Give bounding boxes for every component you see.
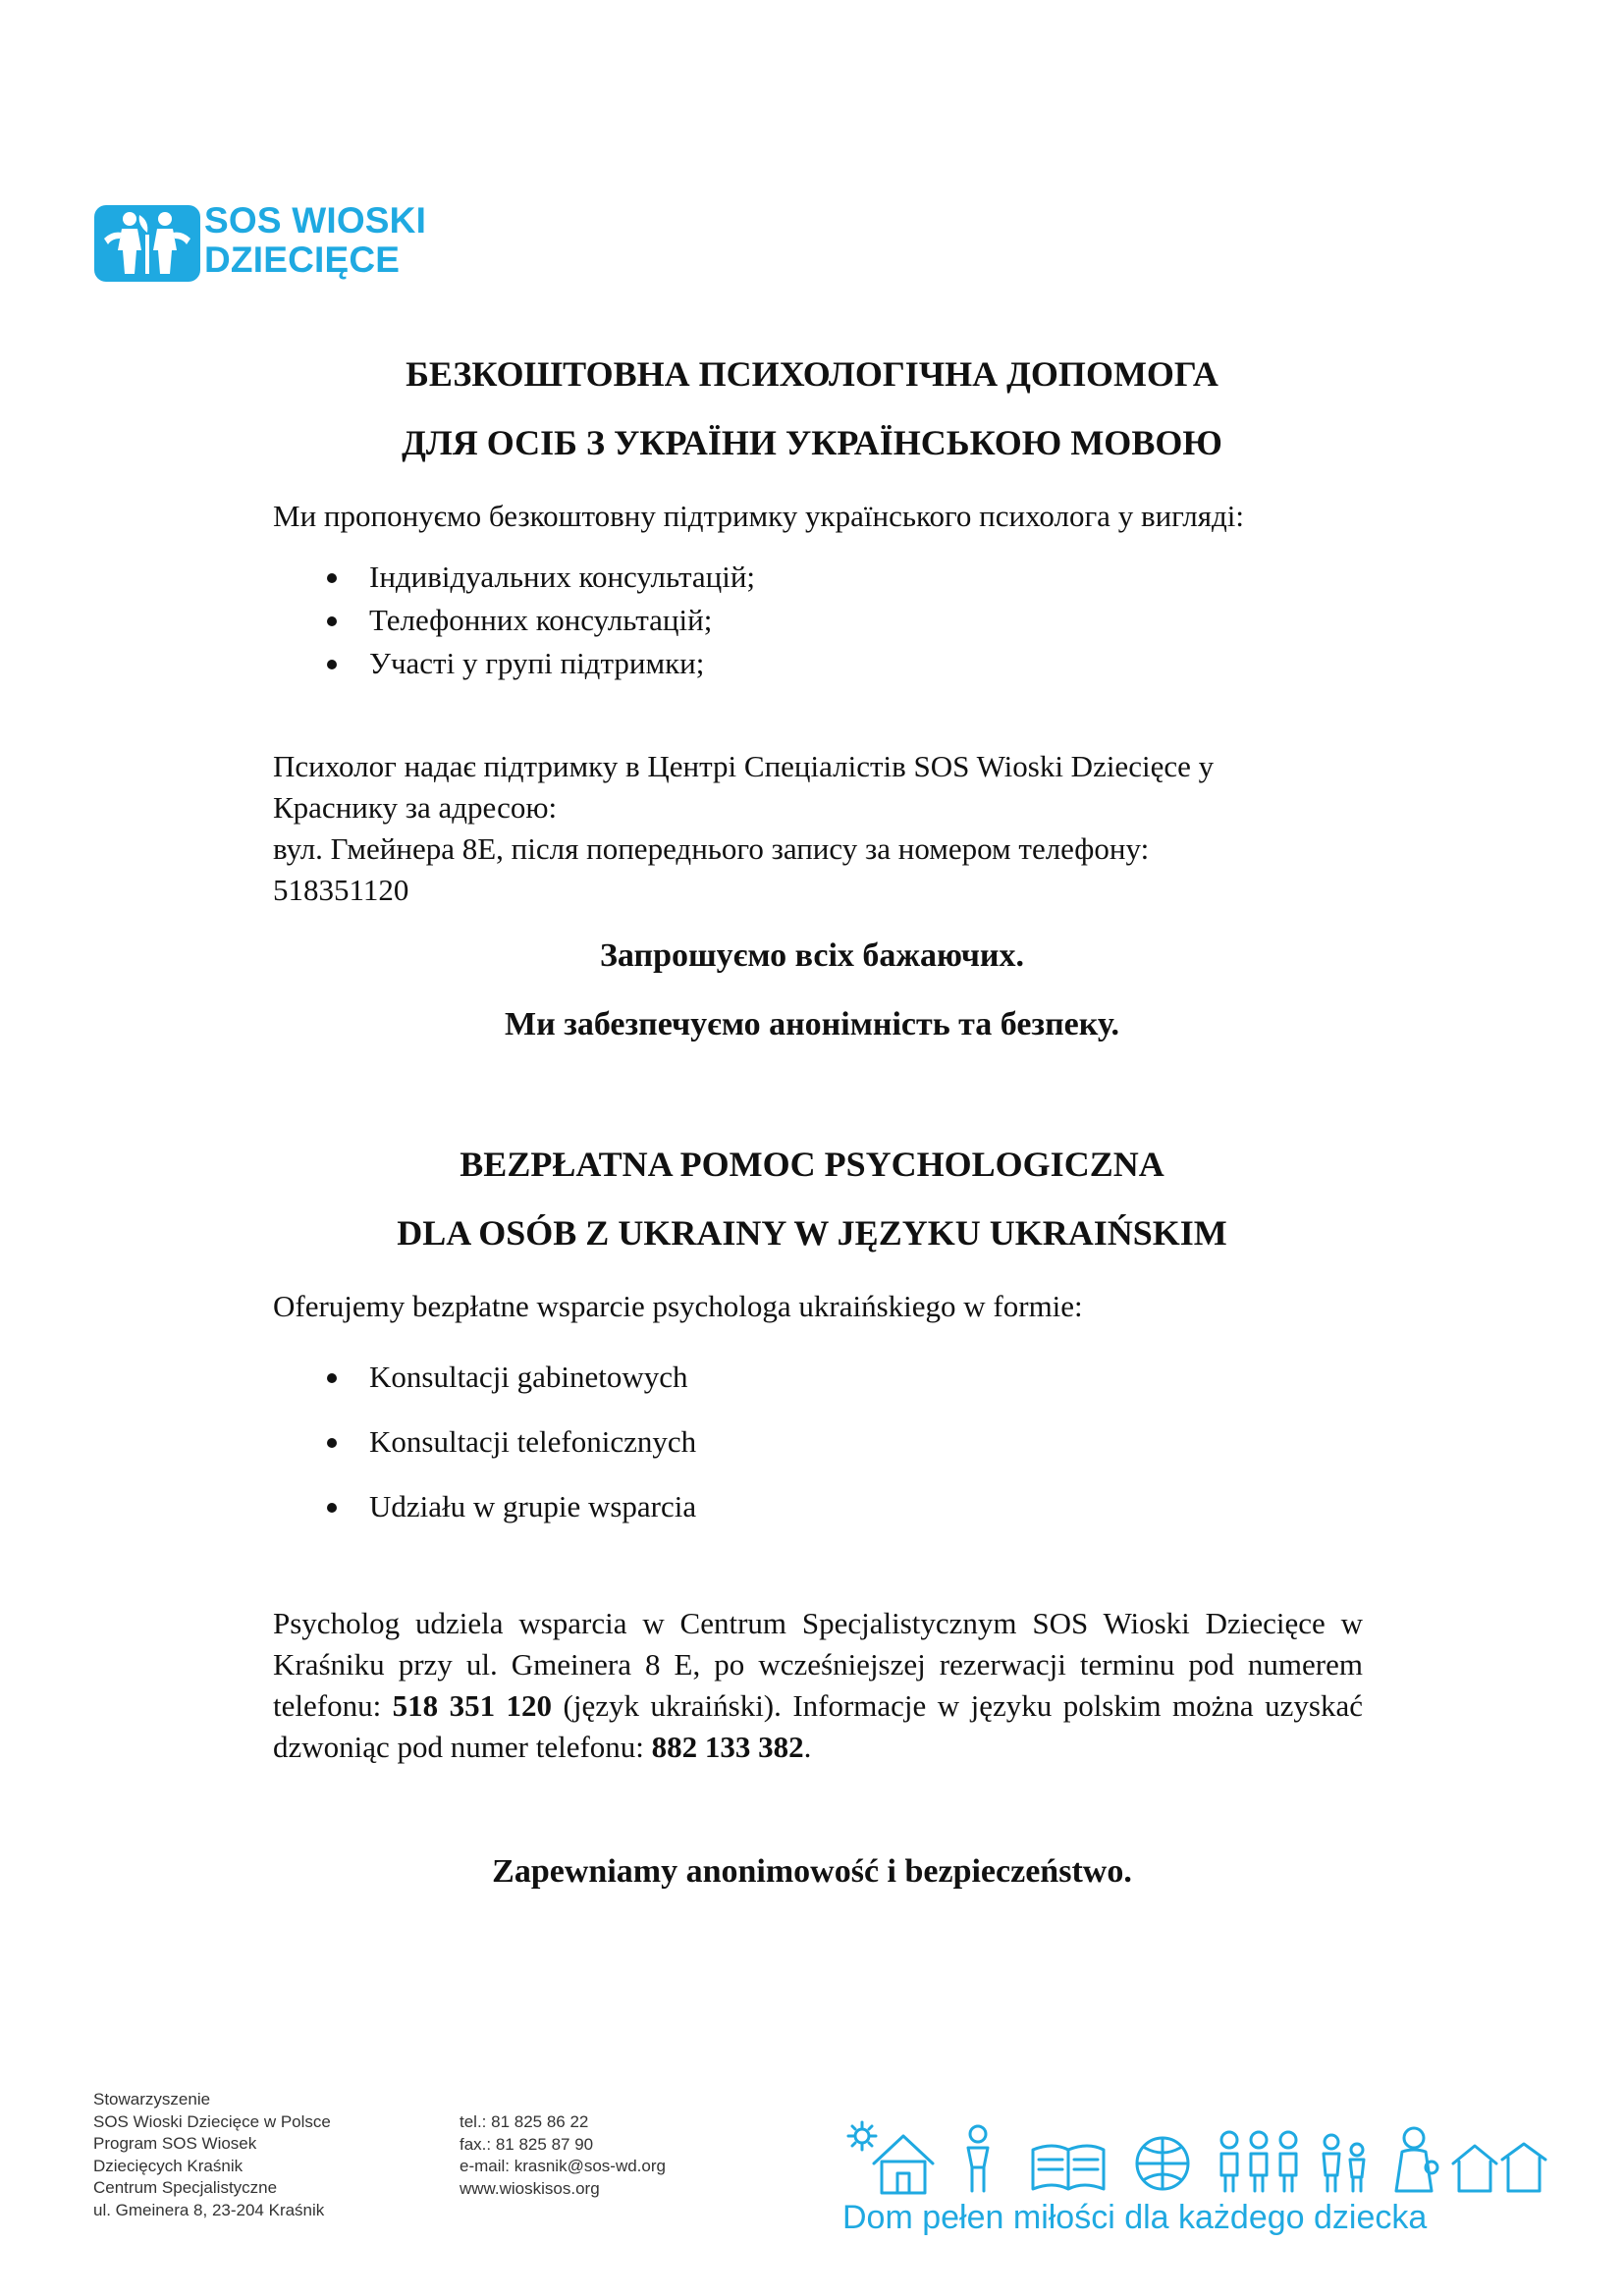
- ua-services-list: [273, 556, 1157, 685]
- ua-address: [273, 746, 1373, 911]
- pl-title-1: BEZPŁATNA POMOC PSYCHOLOGICZNA: [460, 1145, 1164, 1184]
- footer-email: e-mail: krasnik@sos-wd.org: [460, 2157, 666, 2175]
- logo-line-2: DZIECIĘCE: [204, 240, 401, 280]
- pl-paragraph: [273, 1603, 1363, 1768]
- pl-title-2: DLA OSÓB Z UKRAINY W JĘZYKU UKRAIŃSKIM: [397, 1213, 1227, 1253]
- book-icon: [1033, 2146, 1104, 2189]
- pl-safety: Zapewniamy anonimowość i bezpieczeństwo.: [492, 1853, 1132, 1890]
- pl-paragraph-part-c: .: [803, 1730, 812, 1764]
- family-icon: [1221, 2132, 1296, 2191]
- footer-phone: tel.: 81 825 86 22: [460, 2112, 589, 2131]
- pl-services-list: [273, 1345, 1157, 1539]
- list-item: Konsultacji telefonicznych: [273, 1410, 1157, 1474]
- pl-paragraph-part-a: Psycholog udziela wsparcia w Centrum Specjalistycznym SOS Wioski Dziecięce w Kraśniku przy ul. Gmeinera 8 E, po wcześniejszej rezerwacji terminu pod numerem telefonu:: [273, 1606, 1363, 1723]
- list-item: Участі у групі підтримки;: [273, 642, 1157, 685]
- footer-website: www.wioskisos.org: [460, 2178, 600, 2198]
- village-icon: [1453, 2144, 1545, 2191]
- list-item: Індивідуальних консультацій;: [273, 556, 1157, 599]
- ua-intro: Ми пропонуємо безкоштовну підтримку українського психолога у вигляді:: [273, 499, 1245, 533]
- footer-fax: fax.: 81 825 87 90: [460, 2134, 594, 2154]
- footer-contact-info: [460, 2111, 666, 2200]
- footer-org-line: Centrum Specjalistyczne: [93, 2178, 278, 2197]
- sos-logo: [94, 201, 448, 288]
- footer-org-line: Dziecięcych Kraśnik: [93, 2156, 244, 2175]
- child-icon: [968, 2126, 988, 2191]
- list-item: Udziału w grupie wsparcia: [273, 1474, 1157, 1539]
- pl-phone-pl: 882 133 382: [651, 1730, 804, 1764]
- footer-org-info: [93, 2089, 331, 2221]
- globe-icon: [1137, 2138, 1188, 2189]
- ua-address-line: вул. Гмейнера 8Е, після попереднього запису за номером телефону:: [273, 831, 1150, 866]
- sun-icon: [848, 2122, 876, 2150]
- ua-phone: 518351120: [273, 873, 409, 907]
- logo-line-1: SOS WIOSKI: [204, 200, 427, 240]
- mother-child-icon: [1396, 2128, 1437, 2191]
- footer-doodle-icons: [846, 2120, 1553, 2195]
- pl-intro: Oferujemy bezpłatne wsparcie psychologa ukraińskiego w formie:: [273, 1289, 1083, 1323]
- footer-org-line: Stowarzyszenie: [93, 2090, 211, 2109]
- footer-org-line: SOS Wioski Dziecięce w Polsce: [93, 2111, 331, 2131]
- ua-title-2: ДЛЯ ОСІБ З УКРАЇНИ УКРАЇНСЬКОЮ МОВОЮ: [402, 423, 1222, 462]
- ua-address-line: Психолог надає підтримку в Центрі Спеціалістів SOS Wioski Dziecięce у: [273, 749, 1215, 783]
- ua-safety: Ми забезпечуємо анонімність та безпеку.: [505, 1006, 1119, 1042]
- footer-slogan: Dom pełen miłości dla każdego dziecka: [842, 2199, 1428, 2236]
- ua-address-line: Краснику за адресою:: [273, 790, 558, 825]
- sos-children-logo-icon: [94, 205, 200, 282]
- footer-org-line: Program SOS Wiosek: [93, 2134, 257, 2153]
- pl-paragraph-part-b: (język ukraiński). Informacje w języku polskim można uzyskać dzwoniąc pod numer telefonu:: [273, 1688, 1363, 1764]
- footer-org-line: ul. Gmeinera 8, 23-204 Kraśnik: [93, 2200, 325, 2219]
- pl-phone-ua: 518 351 120: [392, 1688, 553, 1723]
- ua-invite: Запрошуємо всіх бажаючих.: [599, 937, 1025, 974]
- house-icon: [874, 2136, 933, 2193]
- list-item: Телефонних консультацій;: [273, 599, 1157, 642]
- ua-title-1: БЕЗКОШТОВНА ПСИХОЛОГІЧНА ДОПОМОГА: [406, 354, 1218, 394]
- logo-text: [204, 201, 426, 280]
- list-item: Konsultacji gabinetowych: [273, 1345, 1157, 1410]
- children-icon: [1324, 2135, 1364, 2191]
